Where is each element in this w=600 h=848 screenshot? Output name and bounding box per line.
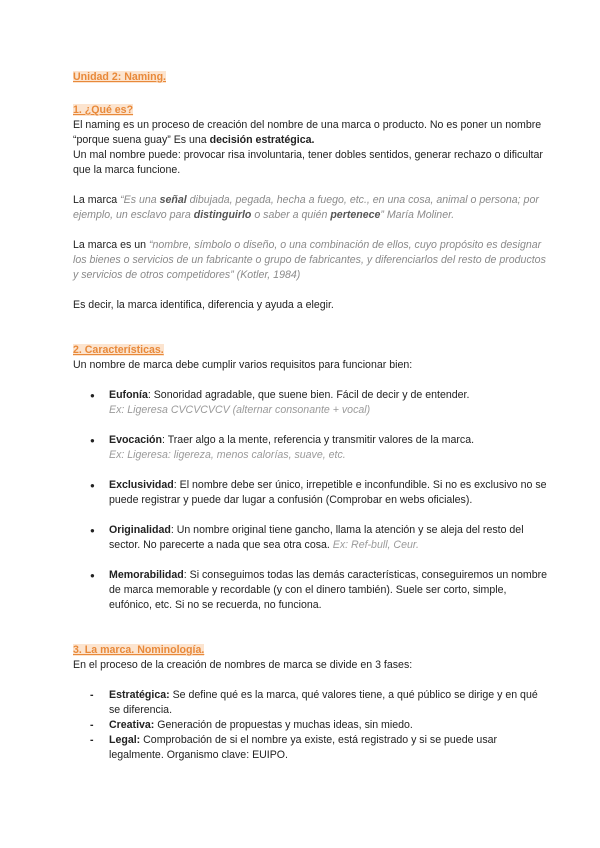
phase-term: Creativa: <box>109 719 155 731</box>
quote-bold: señal <box>159 194 187 206</box>
list-item <box>73 523 550 553</box>
quote-prefix: La marca es un <box>73 239 149 251</box>
quote-part: ” María Moliner. <box>380 209 455 221</box>
definition-text: El naming es un proceso de creación del nombre de una marca o producto. No es poner un nombre “porque suena guay” Es una <box>73 119 542 146</box>
item-text: : Traer algo a la mente, referencia y transmitir valores de la marca. <box>162 434 475 446</box>
item-text: : Sonoridad agradable, que suene bien. Fácil de decir y de entender. <box>147 389 470 401</box>
list-item <box>73 688 550 718</box>
item-text: : Un nombre original tiene gancho, llama la atención y se aleja del resto del sector. No parecerte a nada que sea otra cosa. <box>109 524 524 551</box>
characteristics-list <box>73 388 550 613</box>
section-3-intro: En el proceso de la creación de nombres de marca se divide en 3 fases: <box>73 659 413 671</box>
section-2-heading-row <box>73 343 550 358</box>
phase-text: Comprobación de si el nombre ya existe, está registrado y si se puede usar legalmente. Organismo clave: EUIPO. <box>109 734 498 761</box>
quote-text: “nombre, símbolo o diseño, o una combinación de ellos, cuyo propósito es designar los bienes o servicios de un fabricante o grupo de fabricantes, y diferenciarlos del resto de productos y servicios de otros competidores” (Kotler, 1984) <box>73 239 546 281</box>
quote-prefix: La marca <box>73 194 121 206</box>
section-1-heading: 1. ¿Qué es? <box>73 104 134 116</box>
item-text: : El nombre debe ser único, irrepetible e inconfundible. Si no es exclusivo no se puede registrar y puede dar lugar a confusión (Comprobar en webs oficiales). <box>109 479 547 506</box>
quote-bold: pertenece <box>330 209 381 221</box>
kotler-quote <box>73 238 550 283</box>
section-2-heading: 2. Características. <box>73 344 164 356</box>
item-text: : Si conseguimos todas las demás características, conseguiremos un nombre de marca memorable y recordable (y con el dinero también). Suele ser corto, simple, eufónico, etc. Si no se recuerda, no funciona. <box>109 569 548 611</box>
item-term: Evocación <box>109 434 162 446</box>
item-example: Ex: Ligeresa: ligereza, menos calorías, suave, etc. <box>109 449 346 461</box>
unit-title-row <box>73 70 550 85</box>
phase-term: Estratégica: <box>109 689 170 701</box>
section-1-bad-name: Un mal nombre puede: provocar risa involuntaria, tener dobles sentidos, generar rechazo o dificultar que la marca funcione. <box>73 149 543 176</box>
list-item <box>73 568 550 613</box>
list-item <box>73 478 550 508</box>
quote-bold: distinguirlo <box>193 209 252 221</box>
quote-part: “Es una <box>120 194 160 206</box>
phases-list <box>73 688 550 763</box>
item-example: Ex: Ref-bull, Ceur. <box>332 539 419 551</box>
section-3-heading-row <box>73 643 550 658</box>
item-term: Exclusividad <box>109 479 174 491</box>
section-2-intro: Un nombre de marca debe cumplir varios requisitos para funcionar bien: <box>73 359 413 371</box>
definition-bold: decisión estratégica. <box>209 134 315 146</box>
list-item <box>73 388 550 418</box>
phase-text: Generación de propuestas y muchas ideas, sin miedo. <box>154 719 413 731</box>
section-1-heading-row <box>73 103 550 118</box>
list-item <box>73 433 550 463</box>
item-term: Eufonía <box>109 389 148 401</box>
item-example: Ex: Ligeresa CVCVCVCV (alternar consonante + vocal) <box>109 404 371 416</box>
list-item <box>73 733 550 763</box>
list-item <box>73 718 550 733</box>
quote-part: dibujada, pegada, hecha a fuego, etc., en una cosa, animal o persona; por ejemplo, un esclavo para <box>73 194 539 221</box>
unit-title: Unidad 2: Naming. <box>73 71 166 83</box>
phase-text: Se define qué es la marca, qué valores tiene, a qué público se dirige y en qué se diferencia. <box>109 689 538 716</box>
item-term: Memorabilidad <box>109 569 184 581</box>
section-3-heading: 3. La marca. Nominología. <box>73 644 205 656</box>
phase-term: Legal: <box>109 734 141 746</box>
section-1-conclusion: Es decir, la marca identifica, diferencia y ayuda a elegir. <box>73 299 334 311</box>
quote-part: o saber a quién <box>251 209 331 221</box>
item-term: Originalidad <box>109 524 171 536</box>
section-1-definition <box>73 118 550 148</box>
moliner-quote <box>73 193 550 223</box>
